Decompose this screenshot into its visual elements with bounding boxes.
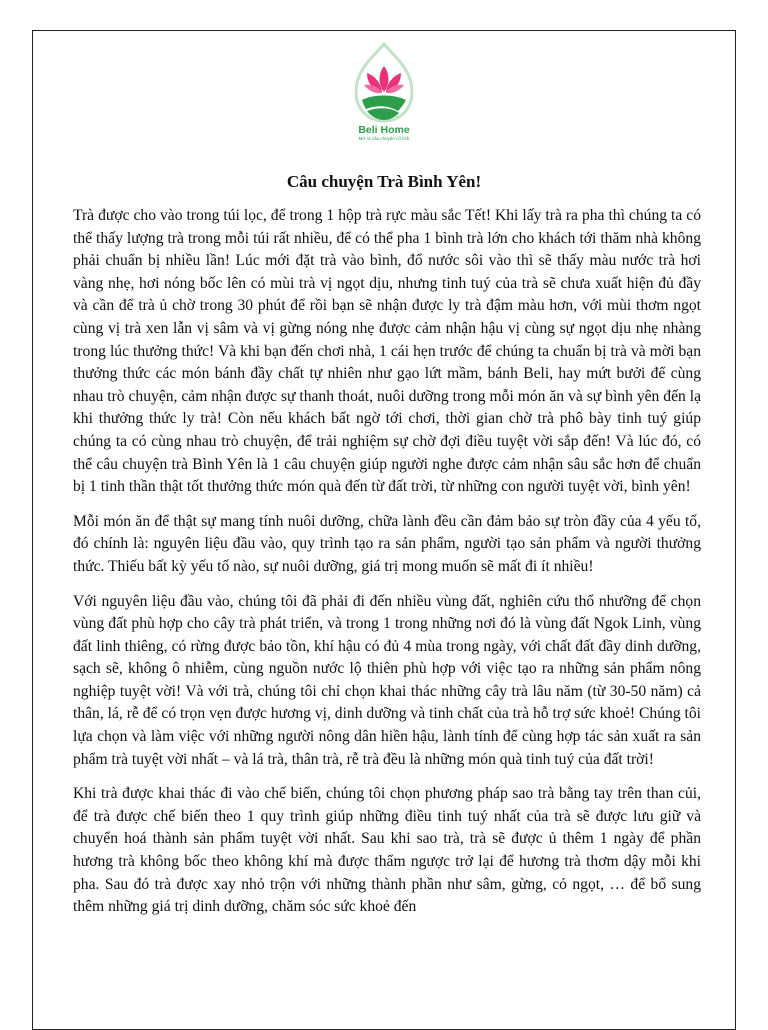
document-title: Câu chuyện Trà Bình Yên! — [286, 172, 482, 191]
paragraph: Mỗi món ăn để thật sự mang tính nuôi dưỡng, chữa lành đều cần đảm bảo sự tròn đầy của 4 yếu tố, đó chính là: nguyên liệu đầu vào, quy trình tạo ra sản phẩm, người tạo sản phẩm và người thưởng thức. Thiếu bất kỳ yếu tố nào, sự nuôi dưỡng, giá trị mong muốn sẽ mất đi ít nhiều! — [73, 512, 701, 575]
paragraph: Khi trà được khai thác đi vào chế biến, chúng tôi chọn phương pháp sao trà bằng tay trên than củi, để trà được chế biến theo 1 quy trình giúp những điều tinh tuý nhất của trà sẽ được lưu giữ và chuyển hoá thành sản phẩm tuyệt vời nhất. Sau khi sao trà, trà sẽ được ủ thêm 1 ngày để phần hương trà không bốc theo không khí mà được thẩm ngược trở lại để hương trà thơm dậy mỗi khi pha. Sau đó trà được xay nhỏ trộn với những thành phần như sâm, gừng, cỏ ngọt, … để bổ sung thêm những giá trị dinh dưỡng, chăm sóc sức khoẻ đến — [73, 785, 701, 916]
paragraph: Trà được cho vào trong túi lọc, để trong 1 hộp trà rực màu sắc Tết! Khi lấy trà ra pha thì chúng ta có thể thấy lượng trà trong mỗi túi rất nhiều, để có thể pha 1 bình trà lớn cho khách tới thăm nhà không phải chuẩn bị nhiều lần! Lúc mới đặt trà vào bình, đổ nước sôi vào thì sẽ thấy màu nước trà hơi vàng nhẹ, hơi nóng bốc lên có mùi trà vị ngọt dịu, nhưng tinh tuý của trà sẽ chưa xuất hiện đủ đầy và cần để trà ủ chờ trong 30 phút để rồi bạn sẽ nhận được ly trà đậm màu hơn, với mùi thơm ngọt cùng vị trà xen lẫn vị sâm và vị gừng nóng nhẹ được cảm nhận hậu vị cùng sự ngọt dịu nhẹ nhàng trong lúc thưởng thức! Và khi bạn đến chơi nhà, 1 cái hẹn trước để chúng ta chuẩn bị trà và mời bạn thưởng thức các món bánh đầy chất tự nhiên như gạo lứt mầm, bánh Beli, hay mứt bưởi để cùng nhau trò chuyện, cảm nhận được sự thanh thoát, nuôi dưỡng trong mỗi món ăn và sự bình yên đến lạ khi thưởng thức ly trà! Còn nếu khách bất ngờ tới chơi, thời gian chờ trà phô bày tinh tuý giúp chúng ta có cùng nhau trò chuyện, để trải nghiệm sự chờ đợi điều tuyệt vời sắp đến! Và lúc đó, có thể câu chuyện trà Bình Yên là 1 câu chuyện giúp người nghe được cảm nhận sâu sắc hơn để chuẩn bị 1 tinh thần thật tốt thưởng thức món quà đến từ đất trời, từ những con người tuyệt vời, bình yên! — [73, 207, 701, 496]
lotus-logo-icon — [352, 42, 416, 124]
brand-name: Beli Home — [358, 124, 410, 136]
brand-logo — [348, 42, 420, 160]
paragraph: Với nguyên liệu đầu vào, chúng tôi đã phải đi đến nhiều vùng đất, nghiên cứu thổ nhưỡng để chọn vùng đất phù hợp cho cây trà phát triển, và trong 1 trong những nơi đó là vùng đất Ngok Linh, vùng đất linh thiêng, có rừng được bảo tồn, khí hậu có đủ 4 mùa trong ngày, với chất đất đầy dinh dưỡng, sạch sẽ, không ô nhiễm, cùng nguồn nước lộ thiên phù hợp với việc tạo ra những sản phẩm nông nghiệp tuyệt vời! Và với trà, chúng tôi chỉ chọn khai thác những cây trà lâu năm (từ 30-50 năm) cả thân, lá, rễ để có trọn vẹn được hương vị, dinh dưỡng và tinh chất của trà hỗ trợ sức khoẻ! Chúng tôi lựa chọn và làm việc với những người nông dân hiền hậu, lành tính để cùng hợp tác sản xuất ra sản phẩm trà tuyệt vời nhất – và lá trà, thân trà, rễ trà đều là những món quà tinh tuý của đất trời! — [73, 592, 701, 768]
brand-tagline: Mở ra câu chuyện cổ tích — [358, 136, 410, 141]
document-body — [73, 205, 701, 931]
